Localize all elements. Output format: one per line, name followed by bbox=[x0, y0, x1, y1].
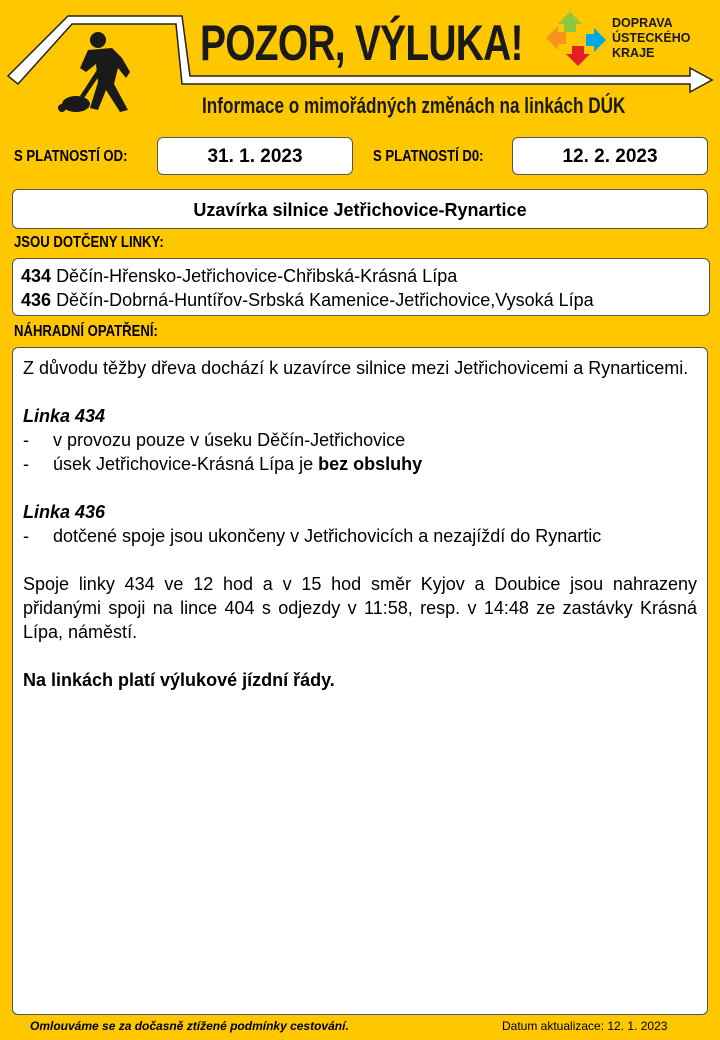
list-item: - úsek Jetřichovice-Krásná Lípa je bez obsluhy bbox=[23, 454, 423, 474]
footer-updated: Datum aktualizace: 12. 1. 2023 bbox=[502, 1019, 668, 1033]
replacement-text: Spoje linky 434 ve 12 hod a v 15 hod směr Kyjov a Doubice jsou nahrazeny přidanými spoji na lince 404 s odjezdy v 11:58, resp. v 14:48 ze zastávky Krásná Lípa, náměstí. bbox=[23, 574, 697, 642]
line-number: 436 bbox=[21, 290, 52, 310]
list-item-text: úsek Jetřichovice-Krásná Lípa je bbox=[53, 454, 319, 474]
measures-box bbox=[12, 347, 708, 1015]
page-subtitle: Informace o mimořádných změnách na linkách DÚK bbox=[202, 93, 626, 118]
measures-label: NÁHRADNÍ OPATŘENÍ: bbox=[14, 323, 158, 340]
line-434-heading: Linka 434 bbox=[23, 406, 106, 426]
logo-line: KRAJE bbox=[612, 46, 655, 60]
final-note: Na linkách platí výlukové jízdní řády. bbox=[23, 670, 335, 690]
duk-logo-icon bbox=[546, 12, 606, 66]
no-service-text: bez obsluhy bbox=[318, 454, 423, 474]
header bbox=[0, 0, 720, 130]
list-item: - v provozu pouze v úseku Děčín-Jetřichovice bbox=[23, 430, 406, 450]
valid-to-label: S PLATNOSTÍ D0: bbox=[373, 148, 484, 165]
line-436-heading: Linka 436 bbox=[23, 502, 106, 522]
valid-from-date: 31. 1. 2023 bbox=[157, 137, 353, 175]
logo-text bbox=[612, 16, 690, 61]
footer-apology: Omlouváme se za dočasně ztížené podmínky cestování. bbox=[30, 1019, 349, 1033]
closure-title: Uzavírka silnice Jetřichovice-Rynartice bbox=[12, 189, 708, 229]
logo-line: DOPRAVA bbox=[612, 16, 673, 30]
logo-line: ÚSTECKÉHO bbox=[612, 31, 691, 45]
line-route: Děčín-Hřensko-Jetřichovice-Chřibská-Krásná Lípa bbox=[56, 266, 458, 286]
list-item-text: v provozu pouze v úseku Děčín-Jetřichovice bbox=[53, 430, 406, 450]
list-item-text: dotčené spoje jsou ukončeny v Jetřichovicích a nezajíždí do Rynartic bbox=[53, 526, 602, 546]
line-route: Děčín-Dobrná-Huntířov-Srbská Kamenice-Jetřichovice,Vysoká Lípa bbox=[56, 290, 594, 310]
valid-to-date: 12. 2. 2023 bbox=[512, 137, 708, 175]
affected-lines-label: JSOU DOTČENY LINKY: bbox=[14, 234, 164, 251]
affected-lines-box bbox=[12, 258, 710, 316]
list-item: - dotčené spoje jsou ukončeny v Jetřichovicích a nezajíždí do Rynartic bbox=[23, 526, 602, 546]
line-number: 434 bbox=[21, 266, 52, 286]
road-worker-icon bbox=[58, 32, 130, 112]
valid-from-label: S PLATNOSTÍ OD: bbox=[14, 148, 128, 165]
page-title: POZOR, VÝLUKA! bbox=[200, 15, 523, 71]
affected-line bbox=[21, 288, 701, 312]
affected-line bbox=[21, 264, 701, 288]
intro-text: Z důvodu těžby dřeva dochází k uzavírce silnice mezi Jetřichovicemi a Rynarticemi. bbox=[23, 358, 689, 378]
